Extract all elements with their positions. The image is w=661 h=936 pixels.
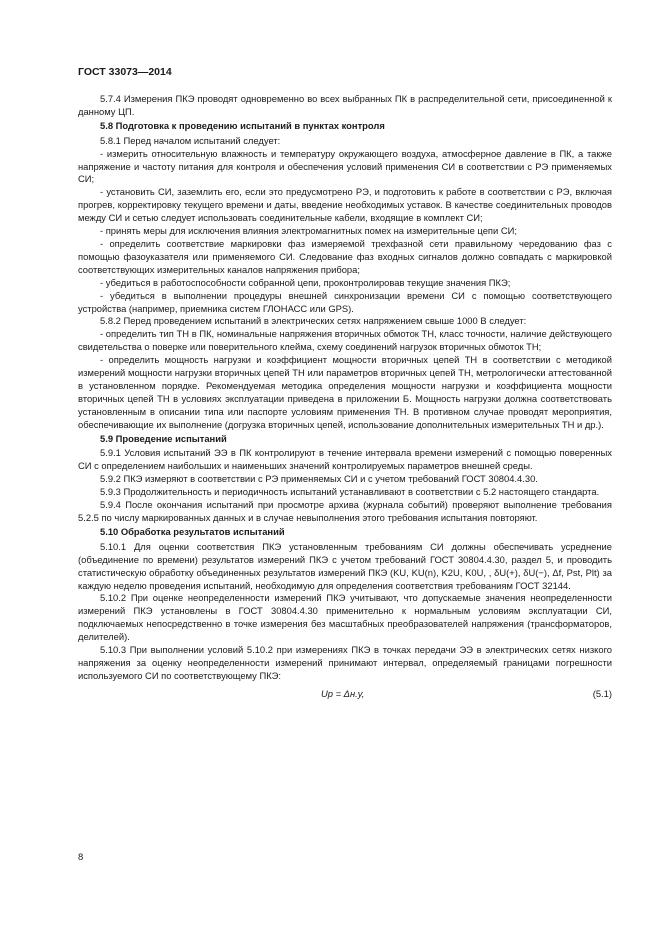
list-item: - определить тип ТН в ПК, номинальные напряжения вторичных обмоток ТН, класс точности, наличие действующего свидетельства о поверке или поверительного клейма, схему соединений нагрузок вторичных обмоток ТН; <box>78 328 612 353</box>
page-number: 8 <box>78 852 84 863</box>
formula-number: (5.1) <box>592 687 612 699</box>
clause-5-9-2: 5.9.2 ПКЭ измеряют в соответствии с РЭ применяемых СИ и с учетом требований ГОСТ 30804.4.30. <box>100 473 538 485</box>
clause-5-8-1: 5.8.1 Перед началом испытаний следует: <box>100 134 281 146</box>
section-heading-5-8: 5.8 Подготовка к проведению испытаний в пунктах контроля <box>100 120 385 132</box>
clause-5-10-1: 5.10.1 Для оценки соответствия ПКЭ установленным требованиям СИ должны обеспечивать усреднение (объединение по времени) результатов измерений ПКЭ с учетом требований ГОСТ 30804.4.30, раздел 5, и проводить статистическую обработку объединенных результатов измерений ПКЭ (KU, KU(n), K2U, K0U, , δU(+), δU(−), Δf, Pst, Plt) за каждую неделю проведения испытаний, необходимую для определения соответствия требованиям ГОСТ 32144. <box>78 540 612 591</box>
document-body <box>78 93 612 704</box>
clause-5-9-1: 5.9.1 Условия испытаний ЭЭ в ПК контролируют в течение интервала времени измерений с помощью поверенных СИ с определением наибольших и наименьших значений контролируемых параметров внешней среды. <box>78 447 612 472</box>
list-item: - установить СИ, заземлить его, если это предусмотрено РЭ, и подготовить к работе в соответствии с РЭ, включая прогрев, корректировку текущего времени и даты, введение необходимых уставок. В качестве соединительных проводов между СИ и сетью следует использовать соединительные кабели, входящие в комплект СИ; <box>78 186 612 224</box>
list-item: - измерить относительную влажность и температуру окружающего воздуха, атмосферное давление в ПК, а также напряжение и частоту питания для контроля и обеспечения условий применения СИ в соответствии с РЭ применяемых СИ; <box>78 147 612 185</box>
list-item: - убедиться в выполнении процедуры внешней синхронизации времени СИ с помощью соответствующего устройства (например, приемника систем ГЛОНАСС или GPS). <box>78 289 612 314</box>
clause-5-10-2: 5.10.2 При оценке неопределенности измерений ПКЭ учитывают, что допускаемые значения неопределенности измерений ПКЭ установлены в ГОСТ 30804.4.30 применительно к нормальным условиям эксплуатации СИ, подключаемых непосредственно в точке измерения без масштабных преобразователей напряжения (трансформаторов, делителей). <box>78 592 612 643</box>
clause-5-8-2: 5.8.2 Перед проведением испытаний в электрических сетях напряжением свыше 1000 В следует: <box>100 315 527 327</box>
list-item: - принять меры для исключения влияния электромагнитных помех на измерительные цепи СИ; <box>100 225 517 237</box>
standard-header: ГОСТ 33073—2014 <box>78 66 172 78</box>
list-item: - убедиться в работоспособности собранной цепи, проконтролировав текущие значения ПКЭ; <box>100 276 511 288</box>
formula-expression: Uр = Δн.у, <box>321 687 365 699</box>
section-heading-5-9: 5.9 Проведение испытаний <box>100 433 227 445</box>
formula-5-1 <box>78 686 612 704</box>
list-item: - определить соответствие маркировки фаз измеряемой трехфазной сети правильному чередованию фаз с помощью фазоуказателя или применяемого СИ. Следование фаз входных сигналов должно совпадать с маркировкой соответствующих измерительных каналов напряжения прибора; <box>78 237 612 275</box>
clause-5-9-4: 5.9.4 После окончания испытаний при просмотре архива (журнала событий) проверяют выполнение требования 5.2.5 по числу маркированных данных и в случае невыполнения этого требования испытания повторяют. <box>78 499 612 523</box>
clause-5-7-4: 5.7.4 Измерения ПКЭ проводят одновременно во всех выбранных ПК в распределительной сети, присоединенной к данному ЦП. <box>78 93 612 117</box>
list-item: - определить мощность нагрузки и коэффициент мощности вторичных цепей ТН в соответствии с методикой измерений мощности нагрузки вторичных цепей ТН или параметров вторичных цепей ТН, метрологически аттестованной в установленном порядке. Рекомендуемая методика определения мощности нагрузки и коэффициента мощности вторичных цепей ТН в условиях эксплуатации приведена в приложении Б. Мощность нагрузки должна соответствовать установленным в описании типа или паспорте условиям применения ТН. В противном случае проводят мероприятия, обеспечивающие их выполнение (догрузка вторичных цепей, использование дополнительных измерительных ТН и др.). <box>78 354 612 430</box>
clause-5-9-3: 5.9.3 Продолжительность и периодичность испытаний устанавливают в соответствии с 5.2 настоящего стандарта. <box>100 486 600 498</box>
section-heading-5-10: 5.10 Обработка результатов испытаний <box>100 526 285 538</box>
clause-5-10-3: 5.10.3 При выполнении условий 5.10.2 при измерениях ПКЭ в точках передачи ЭЭ в электрических сетях низкого напряжения за оценку неопределенности измерений принимают интервал, определяемый границами погрешности используемого СИ по соответствующему ПКЭ: <box>78 644 612 681</box>
